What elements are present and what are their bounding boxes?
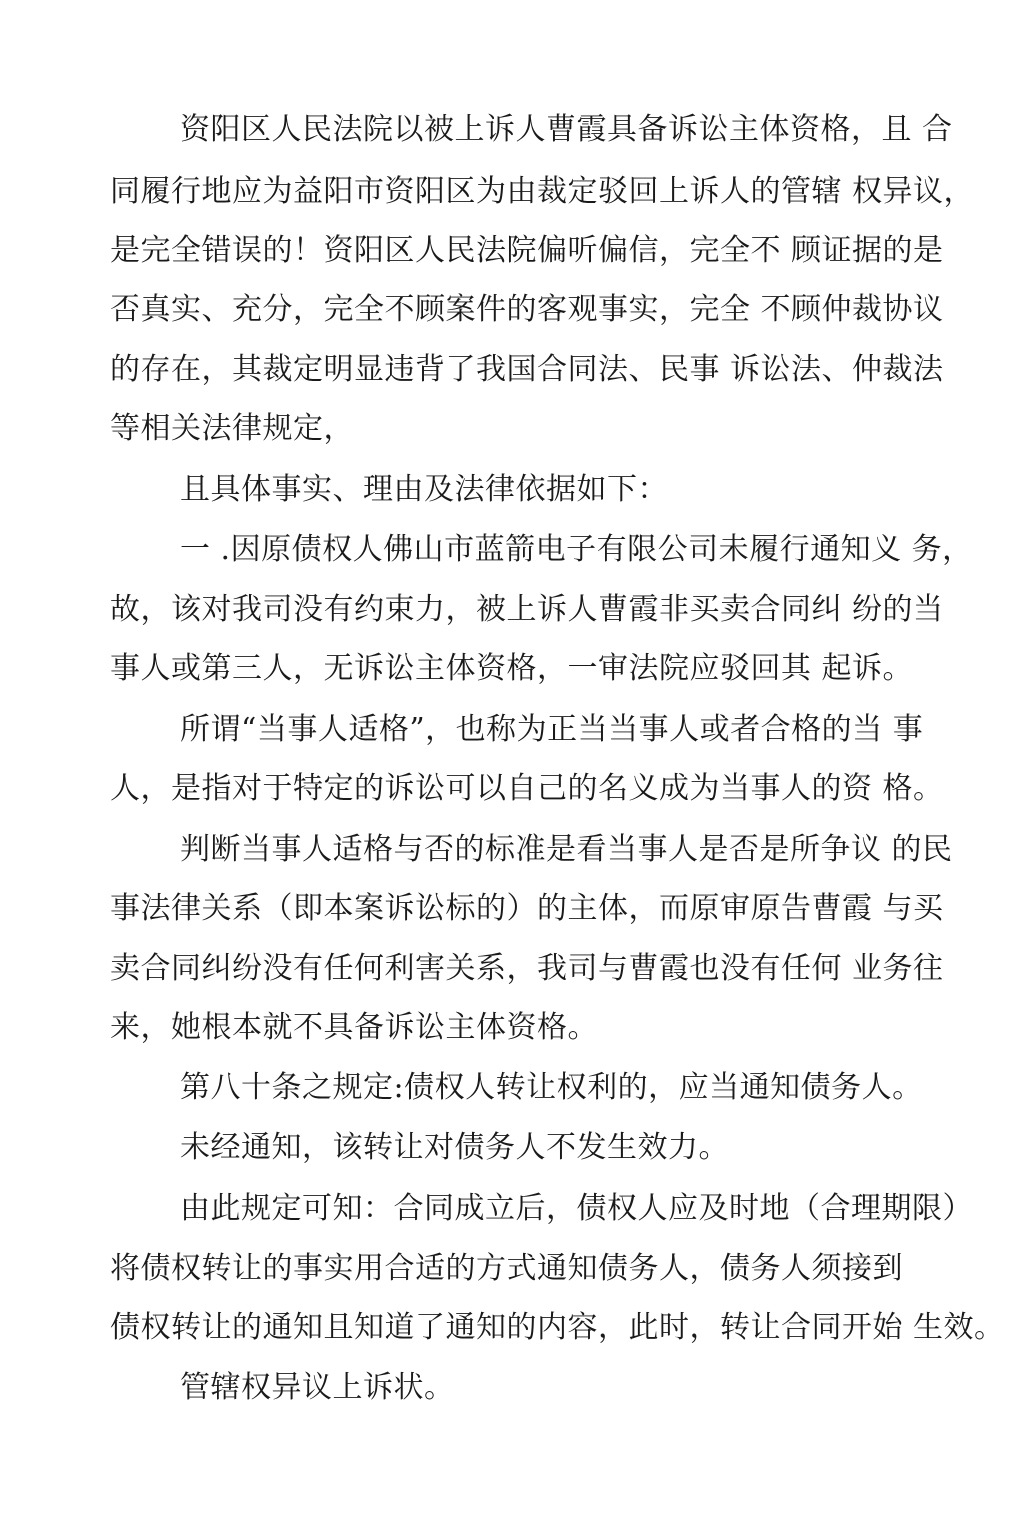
text-line: 未经通知，该转让对债务人不发生效力。 <box>180 1130 729 1165</box>
text-line: 资阳区人民法院以被上诉人曹霞具备诉讼主体资格，且 合 <box>180 112 953 147</box>
text-line: 判断当事人适格与否的标准是看当事人是否是所争议 的民 <box>180 832 953 867</box>
text-line: 卖合同纠纷没有任何利害关系，我司与曹霞也没有任何 业务往 <box>110 951 944 986</box>
text-line: 一 .因原债权人佛山市蓝箭电子有限公司未履行通知义 务， <box>180 532 973 567</box>
text-line: 且具体事实、理由及法律依据如下： <box>180 472 668 507</box>
text-line: 同履行地应为益阳市资阳区为由裁定驳回上诉人的管辖 权异议， <box>110 174 975 209</box>
text-line: 故，该对我司没有约束力，被上诉人曹霞非买卖合同纠 纷的当 <box>110 592 944 627</box>
text-line: 的存在，其裁定明显违背了我国合同法、民事 诉讼法、仲裁法 <box>110 352 944 387</box>
text-line: 事法律关系（即本案诉讼标的）的主体，而原审原告曹霞 与买 <box>110 891 944 926</box>
text-line: 所谓“当事人适格”，也称为正当当事人或者合格的当 事 <box>180 712 924 747</box>
text-line: 管辖权异议上诉状。 <box>180 1370 455 1405</box>
text-line: 事人或第三人，无诉讼主体资格，一审法院应驳回其 起诉。 <box>110 651 914 686</box>
text-line: 将债权转让的事实用合适的方式通知债务人，债务人须接到 <box>110 1251 903 1286</box>
text-line: 债权转让的通知且知道了通知的内容，此时，转让合同开始 生效。 <box>110 1310 1005 1345</box>
text-line: 第八十条之规定:债权人转让权利的，应当通知债务人。 <box>180 1070 923 1105</box>
text-line: 等相关法律规定， <box>110 411 354 446</box>
text-line: 来，她根本就不具备诉讼主体资格。 <box>110 1010 598 1045</box>
text-line: 由此规定可知：合同成立后，债权人应及时地（合理期限） <box>180 1191 973 1226</box>
text-line: 人，是指对于特定的诉讼可以自己的名义成为当事人的资 格。 <box>110 771 944 806</box>
text-line: 是完全错误的！资阳区人民法院偏听偏信，完全不 顾证据的是 <box>110 233 944 268</box>
text-line: 否真实、充分，完全不顾案件的客观事实，完全 不顾仲裁协议 <box>110 292 944 327</box>
